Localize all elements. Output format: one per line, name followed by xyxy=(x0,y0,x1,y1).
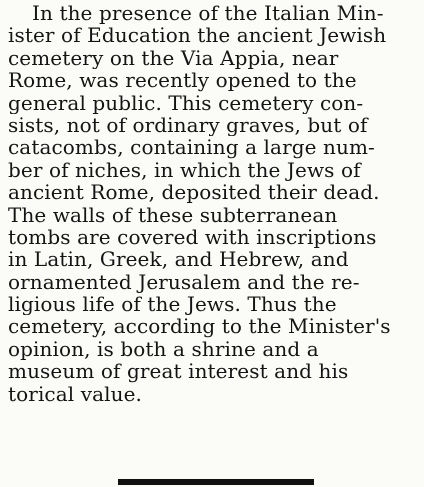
article-line: general public. This cemetery con- xyxy=(8,91,364,114)
article-line: ber of niches, in which the Jews of xyxy=(8,158,361,182)
article-line: catacombs, containing a large num- xyxy=(8,136,375,159)
article-line: cemetery on the Via Appia, near xyxy=(8,46,339,70)
article-line: museum of great interest and his xyxy=(8,360,349,383)
article-line: tombs are covered with inscriptions xyxy=(8,225,377,249)
article-line: ligious life of the Jews. Thus the xyxy=(8,293,337,316)
article-line: ornamented Jerusalem and the re- xyxy=(8,270,360,294)
article-line: In the presence of the Italian Min- xyxy=(32,2,384,25)
article-line: The walls of these subterranean xyxy=(8,203,338,226)
article-line: torical value. xyxy=(8,382,143,406)
article-line: ister of Education the ancient Jewish xyxy=(8,24,387,47)
article-line: opinion, is both a shrine and a xyxy=(8,337,319,361)
article-line: cemetery, according to the Minister's xyxy=(8,315,391,338)
column-divider-rule xyxy=(118,479,314,485)
article-body xyxy=(8,2,414,405)
article-line: in Latin, Greek, and Hebrew, and xyxy=(8,248,349,271)
article-line: Rome, was recently opened to the xyxy=(8,69,357,92)
article-line: sists, not of ordinary graves, but of xyxy=(8,113,368,137)
article-line: ancient Rome, deposited their dead. xyxy=(8,181,380,204)
